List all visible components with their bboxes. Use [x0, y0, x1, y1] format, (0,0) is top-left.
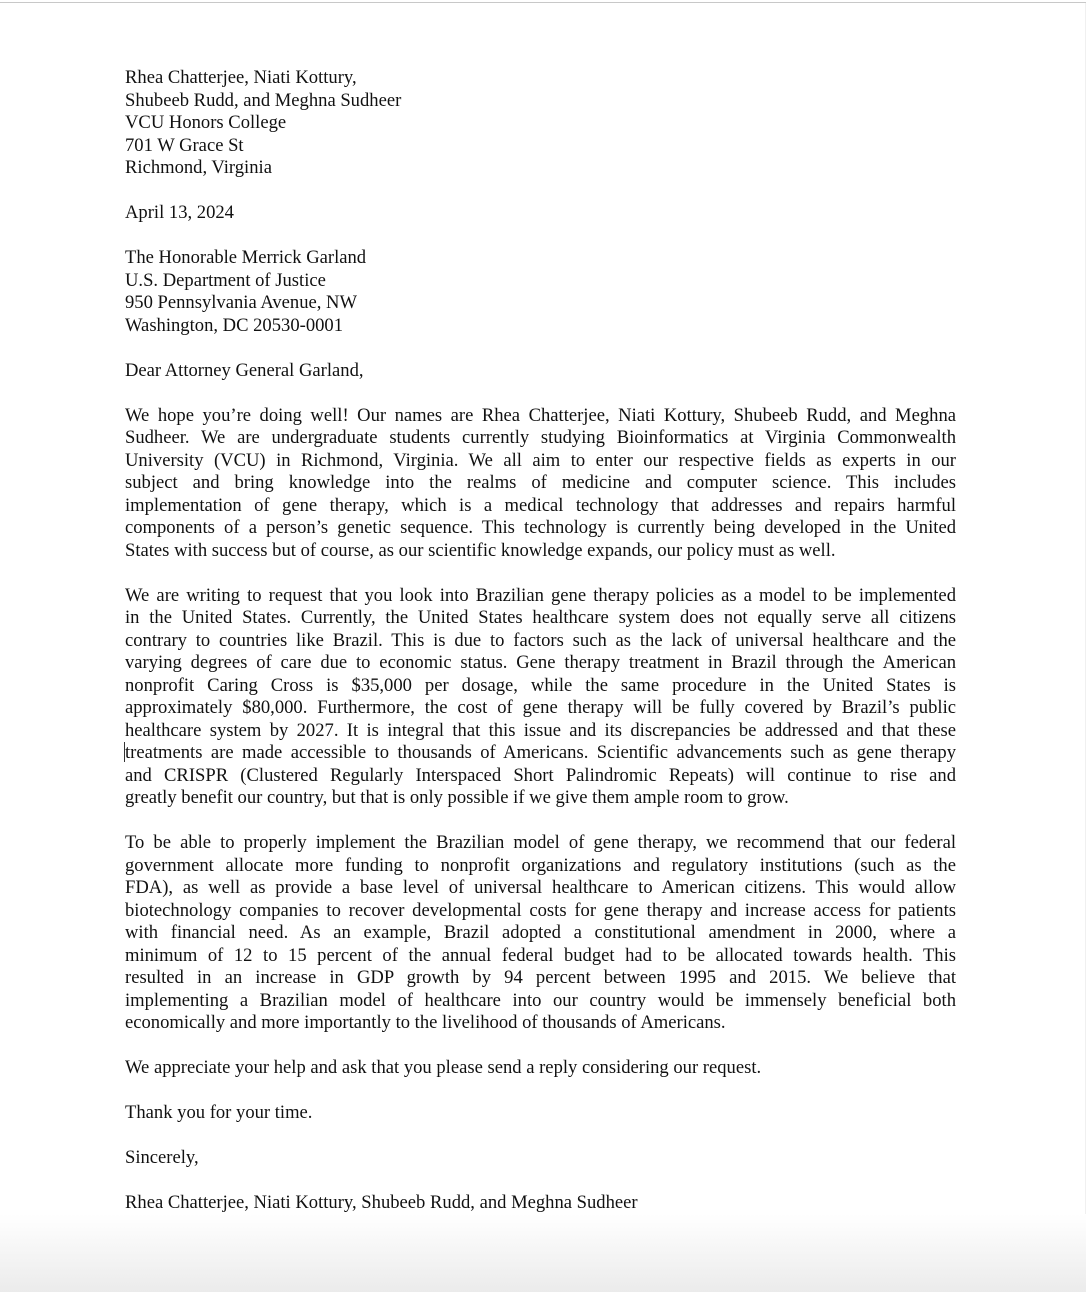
- recipient-line: 950 Pennsylvania Avenue, NW: [125, 292, 358, 313]
- paragraph-line: University (VCU) in Richmond, Virginia. We all aim to enter our respective fields as experts in our: [125, 449, 956, 471]
- window-top-border: [0, 2, 1086, 3]
- closing-text: Sincerely,: [125, 1147, 199, 1168]
- paragraph-line: in the United States. Currently, the United States healthcare system does not equally serve all citizens: [125, 607, 956, 628]
- signature-text: Rhea Chatterjee, Niati Kottury, Shubeeb Rudd, and Meghna Sudheer: [125, 1192, 638, 1213]
- body-paragraph-1: [125, 405, 956, 563]
- spacer: [125, 810, 956, 833]
- paragraph-line-with-cursor: [125, 742, 956, 765]
- sender-address: [125, 67, 956, 180]
- recipient-address: [125, 247, 956, 337]
- paragraph-line: implementing a Brazilian model of healthcare into our country would be immensely beneficial both: [125, 989, 956, 1011]
- spacer: [125, 382, 956, 405]
- paragraph-line: healthcare system by 2027. It is integral that this issue and its discrepancies be addressed and that these: [125, 719, 956, 741]
- spacer: [125, 337, 956, 360]
- paragraph-line: approximately $80,000. Furthermore, the cost of gene therapy will be fully covered by Brazil’s public: [125, 697, 956, 718]
- paragraph-line-text: treatments are made accessible to thousands of Americans. Scientific advancements such as gene therapy: [125, 742, 956, 763]
- sender-line: Shubeeb Rudd, and Meghna Sudheer: [125, 89, 402, 111]
- salutation: [125, 360, 956, 383]
- spacer: [125, 1035, 956, 1058]
- paragraph-line: nonprofit Caring Cross is $35,000 per dosage, while the same procedure in the United States is: [125, 674, 956, 696]
- paragraph-line: biotechnology companies to recover developmental costs for gene therapy and increase access for patients: [125, 899, 956, 921]
- spacer: [125, 562, 956, 585]
- body-paragraph-4: [125, 1057, 956, 1080]
- signature: [125, 1192, 956, 1215]
- page-bottom-shadow: [0, 1214, 1086, 1292]
- recipient-line: Washington, DC 20530-0001: [125, 314, 344, 336]
- paragraph-line: economically and more importantly to the livelihood of thousands of Americans.: [125, 1012, 726, 1033]
- paragraph-line: FDA), as well as provide a base level of universal healthcare to American citizens. This would allow: [125, 877, 956, 898]
- sender-line: Richmond, Virginia: [125, 157, 272, 178]
- recipient-line: U.S. Department of Justice: [125, 269, 326, 291]
- date-text: April 13, 2024: [125, 202, 234, 223]
- paragraph-line: To be able to properly implement the Brazilian model of gene therapy, we recommend that our federal: [125, 832, 956, 853]
- paragraph-line: We appreciate your help and ask that you please send a reply considering our request.: [125, 1057, 762, 1078]
- body-paragraph-3: [125, 832, 956, 1035]
- body-paragraph-5: [125, 1102, 956, 1125]
- paragraph-line: and CRISPR (Clustered Regularly Interspaced Short Palindromic Repeats) will continue to rise and: [125, 764, 956, 786]
- sender-line: Rhea Chatterjee, Niati Kottury,: [125, 67, 357, 88]
- paragraph-line: States with success but of course, as our scientific knowledge expands, our policy must as well.: [125, 539, 836, 561]
- paragraph-line: We are writing to request that you look into Brazilian gene therapy policies as a model to be implemented: [125, 584, 956, 606]
- paragraph-line: We hope you’re doing well! Our names are Rhea Chatterjee, Niati Kottury, Shubeeb Rudd, and Meghna: [125, 404, 956, 426]
- paragraph-line: varying degrees of care due to economic status. Gene therapy treatment in Brazil through the American: [125, 652, 956, 673]
- spacer: [125, 180, 956, 203]
- paragraph-line: Thank you for your time.: [125, 1102, 313, 1123]
- paragraph-line: components of a person’s genetic sequence. This technology is currently being developed in the United: [125, 517, 956, 538]
- recipient-line: The Honorable Merrick Garland: [125, 247, 367, 268]
- salutation-text: Dear Attorney General Garland,: [125, 359, 364, 381]
- spacer: [125, 1170, 956, 1193]
- document-page[interactable]: [125, 67, 956, 1215]
- paragraph-line: contrary to countries like Brazil. This is due to factors such as the lack of universal healthcare and the: [125, 629, 956, 651]
- spacer: [125, 1125, 956, 1148]
- sender-line: VCU Honors College: [125, 112, 287, 133]
- paragraph-line: with financial need. As an example, Brazil adopted a constitutional amendment in 2000, where a: [125, 922, 956, 943]
- closing: [125, 1147, 956, 1170]
- spacer: [125, 225, 956, 248]
- spacer: [125, 1080, 956, 1103]
- paragraph-line: resulted in an increase in GDP growth by 94 percent between 1995 and 2015. We believe that: [125, 967, 956, 988]
- body-paragraph-2: [125, 585, 956, 810]
- paragraph-line: implementation of gene therapy, which is a medical technology that addresses and repairs harmful: [125, 494, 956, 516]
- paragraph-line: subject and bring knowledge into the realms of medicine and computer science. This includes: [125, 472, 956, 493]
- paragraph-line: minimum of 12 to 15 percent of the annual federal budget had to be allocated towards health. This: [125, 944, 956, 966]
- letter-date: [125, 202, 956, 225]
- paragraph-line: government allocate more funding to nonprofit organizations and regulatory institutions (such as the: [125, 854, 956, 876]
- paragraph-line: Sudheer. We are undergraduate students currently studying Bioinformatics at Virginia Commonwealth: [125, 427, 956, 448]
- paragraph-line: greatly benefit our country, but that is only possible if we give them ample room to grow.: [125, 787, 789, 808]
- sender-line: 701 W Grace St: [125, 134, 244, 156]
